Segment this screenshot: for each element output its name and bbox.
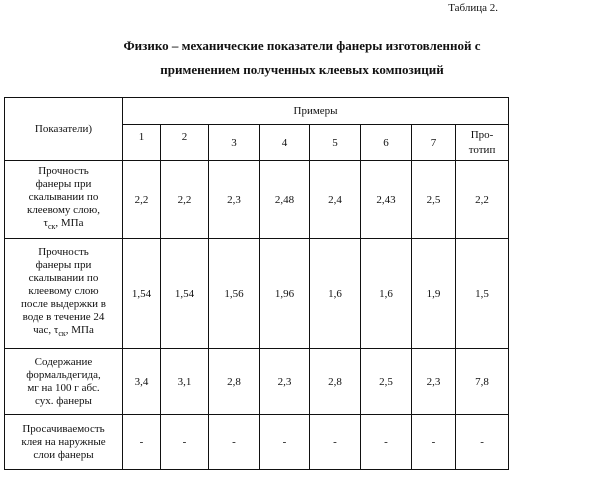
value-cell: 1,9 [412, 239, 456, 349]
value-cell: 2,2 [161, 161, 209, 239]
row-label: Прочность фанеры при скалывании по клеевому слою после выдержки в воде в течение 24 час, $\tau_{ск}$, МПа [5, 239, 123, 349]
table-row [5, 239, 509, 349]
column-header: 4 [260, 125, 310, 161]
value-cell: 2,8 [310, 349, 361, 415]
value-cell: 7,8 [456, 349, 509, 415]
value-cell: 2,4 [310, 161, 361, 239]
value-cell: 2,3 [209, 161, 260, 239]
value-cell: 1,6 [361, 239, 412, 349]
value-cell: 3,4 [123, 349, 161, 415]
column-header: 3 [209, 125, 260, 161]
value-cell: 2,8 [209, 349, 260, 415]
table-row [5, 349, 509, 415]
row-label: Просачиваемость клея на наружные слои фанеры [5, 415, 123, 470]
value-cell: - [260, 415, 310, 470]
value-cell: 1,54 [123, 239, 161, 349]
value-cell: - [412, 415, 456, 470]
value-cell: 1,96 [260, 239, 310, 349]
value-cell: 2,5 [412, 161, 456, 239]
value-cell: 2,48 [260, 161, 310, 239]
table-row [5, 415, 509, 470]
header-row-1 [5, 98, 509, 125]
header-indicators: Показатели) [5, 98, 123, 161]
value-cell: - [310, 415, 361, 470]
value-cell: 2,3 [260, 349, 310, 415]
column-header: 1 [123, 125, 161, 161]
value-cell: 2,43 [361, 161, 412, 239]
table-title-line-1: Физико – механические показатели фанеры изготовленной с [123, 38, 481, 53]
column-header-prototype: Про- тотип [456, 125, 509, 161]
column-header: 5 [310, 125, 361, 161]
column-header: 6 [361, 125, 412, 161]
value-cell: 1,5 [456, 239, 509, 349]
value-cell: 3,1 [161, 349, 209, 415]
column-header: 2 [161, 125, 209, 161]
table-title-line-2: применением полученных клеевых композиций [160, 62, 444, 77]
row-label: Содержание формальдегида, мг на 100 г абс. сух. фанеры [5, 349, 123, 415]
value-cell: 2,5 [361, 349, 412, 415]
value-cell: 1,56 [209, 239, 260, 349]
properties-table [4, 97, 509, 470]
value-cell: - [123, 415, 161, 470]
header-examples: Примеры [123, 98, 509, 125]
value-cell: 2,3 [412, 349, 456, 415]
table-caption: Таблица 2. [448, 2, 498, 14]
column-header: 7 [412, 125, 456, 161]
value-cell: 1,6 [310, 239, 361, 349]
value-cell: - [361, 415, 412, 470]
row-label: Прочность фанеры при скалывании по клеевому слою, $\tau_{ск}$, МПа [5, 161, 123, 239]
table-row [5, 161, 509, 239]
value-cell: 1,54 [161, 239, 209, 349]
value-cell: - [209, 415, 260, 470]
value-cell: 2,2 [456, 161, 509, 239]
value-cell: - [161, 415, 209, 470]
value-cell: - [456, 415, 509, 470]
value-cell: 2,2 [123, 161, 161, 239]
